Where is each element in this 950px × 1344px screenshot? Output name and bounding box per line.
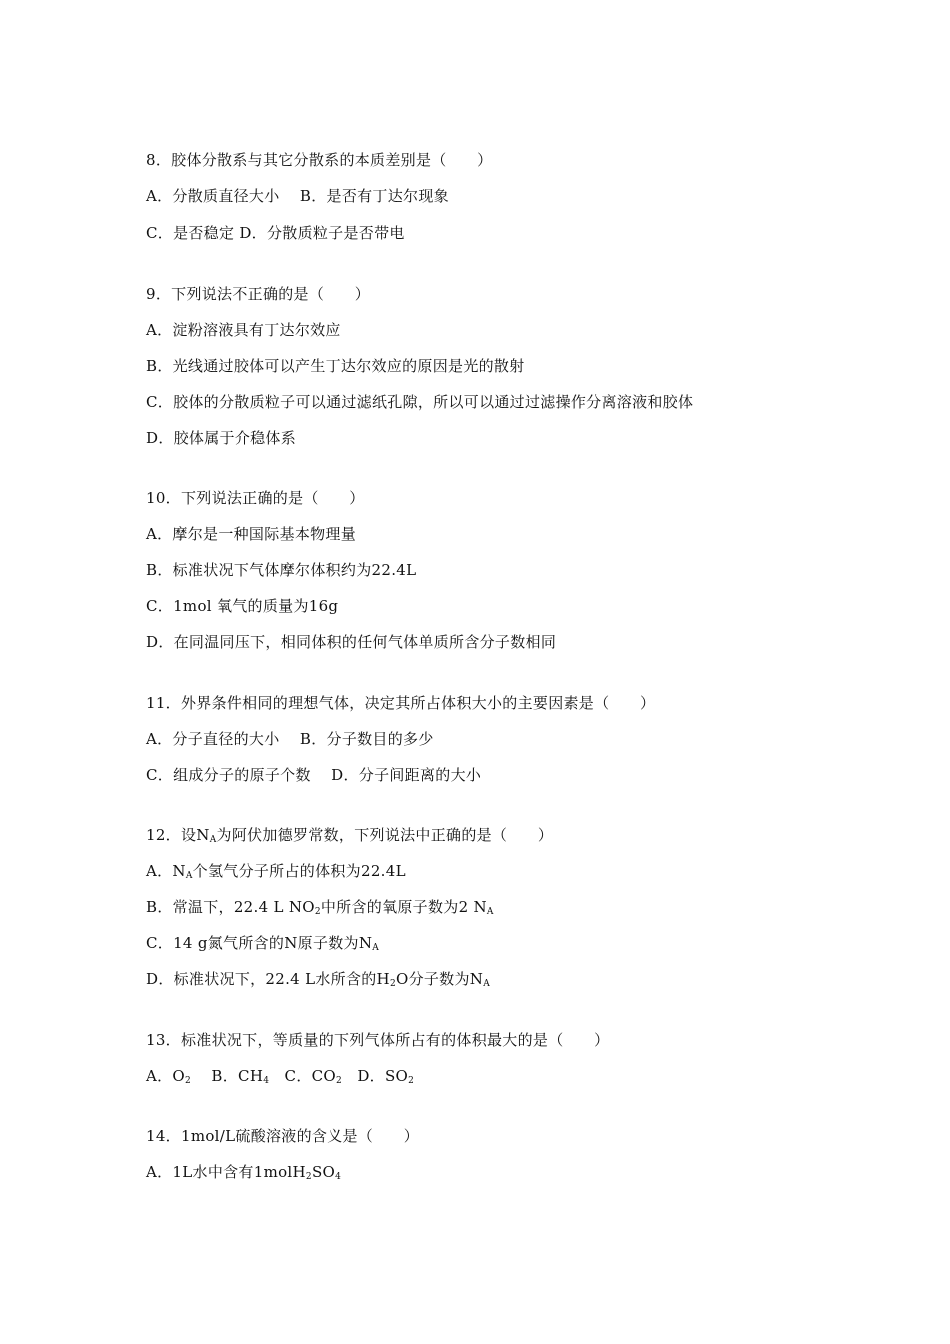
question-9-stem: 9．下列说法不正确的是（ ） <box>146 285 371 303</box>
question-9-option: D．胶体属于介稳体系 <box>146 429 297 447</box>
question-12-option: A．$N_A$个氢气分子所占的体积为22.4L <box>146 862 406 881</box>
question-12-stem: 12．设$N_A$为阿伏加德罗常数，下列说法中正确的是（ ） <box>146 826 554 845</box>
question-9-option: B．光线通过胶体可以产生丁达尔效应的原因是光的散射 <box>146 357 525 375</box>
question-8-option-line: A．分散质直径大小 B．是否有丁达尔现象 <box>146 187 449 205</box>
question-13-stem: 13．标准状况下，等质量的下列气体所占有的体积最大的是（ ） <box>146 1031 610 1049</box>
question-11-option-line: C．组成分子的原子个数 D．分子间距离的大小 <box>146 766 482 784</box>
question-9-option: A．淀粉溶液具有丁达尔效应 <box>146 321 341 339</box>
question-12-option: B．常温下，22.4 L $NO_2$中所含的氧原子数为2 $N_A$ <box>146 898 494 917</box>
question-14-option: A．1L水中含有$1molH_2SO_4$ <box>146 1163 342 1182</box>
question-11-option-line: A．分子直径的大小 B．分子数目的多少 <box>146 730 434 748</box>
question-10-stem: 10．下列说法正确的是（ ） <box>146 489 365 507</box>
question-10-option: D．在同温同压下，相同体积的任何气体单质所含分子数相同 <box>146 633 557 651</box>
question-10-option: A．摩尔是一种国际基本物理量 <box>146 525 357 543</box>
question-10-option: B．标准状况下气体摩尔体积约为22.4L <box>146 561 417 579</box>
question-8-stem: 8．胶体分散系与其它分散系的本质差别是（ ） <box>146 151 493 169</box>
question-11-stem: 11．外界条件相同的理想气体，决定其所占体积大小的主要因素是（ ） <box>146 694 656 712</box>
question-14-stem: 14．1mol/L硫酸溶液的含义是（ ） <box>146 1127 419 1145</box>
question-13-option-line: A．$O_2$ B．$CH_4$ C．$CO_2$ D．$SO_2$ <box>146 1067 415 1086</box>
question-10-option: C．1mol 氧气的质量为16g <box>146 597 339 615</box>
question-12-option: C．14 g氮气所含的N原子数为$N_A$ <box>146 934 380 953</box>
question-12-option: D．标准状况下，22.4 L水所含的$H_2O$分子数为$N_A$ <box>146 970 491 989</box>
question-9-option: C．胶体的分散质粒子可以通过滤纸孔隙，所以可以通过过滤操作分离溶液和胶体 <box>146 393 694 411</box>
question-8-option-line: C．是否稳定 D．分散质粒子是否带电 <box>146 224 405 242</box>
